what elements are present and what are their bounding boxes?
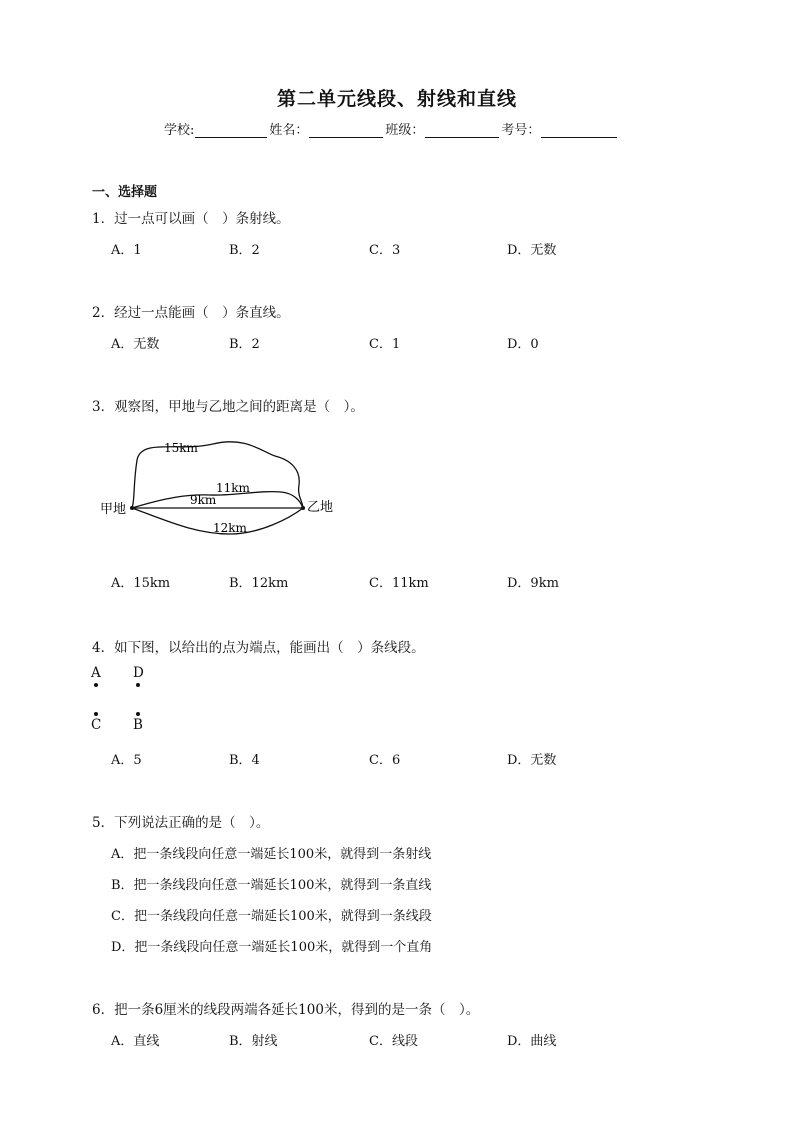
question-2-stem: 2．经过一点能画（ ）条直线。 <box>92 305 290 321</box>
q5-option-a[interactable]: A．把一条线段向任意一端延长100米，就得到一条射线 <box>111 847 432 862</box>
q2-option-d[interactable]: D．0 <box>507 337 539 352</box>
school-field[interactable] <box>195 123 267 138</box>
label-yidi: 乙地 <box>307 500 334 515</box>
question-5-stem: 5．下列说法正确的是（ ）。 <box>92 815 270 831</box>
q1-option-c[interactable]: C．3 <box>369 243 401 258</box>
q6-option-d[interactable]: D．曲线 <box>507 1034 557 1049</box>
student-info-line <box>164 119 619 138</box>
point-label-d: D <box>133 665 144 681</box>
class-label: 班级： <box>385 123 425 138</box>
q2-option-b[interactable]: B．2 <box>229 337 260 352</box>
label-12km: 12km <box>213 521 247 535</box>
question-6-stem: 6．把一条6厘米的线段两端各延长100米，得到的是一条（ ）。 <box>92 1002 480 1018</box>
school-label: 学校: <box>164 123 195 138</box>
name-field[interactable] <box>309 123 383 138</box>
point-a-dot <box>94 683 98 687</box>
question-4-stem: 4．如下图，以给出的点为端点，能画出（ ）条线段。 <box>92 640 425 656</box>
question-1-stem: 1．过一点可以画（ ）条射线。 <box>92 211 290 227</box>
q4-option-b[interactable]: B．4 <box>229 753 260 768</box>
label-jiadi: 甲地 <box>100 502 127 517</box>
q5-option-d[interactable]: D．把一条线段向任意一端延长100米，就得到一个直角 <box>111 940 433 955</box>
q6-option-c[interactable]: C．线段 <box>369 1034 418 1049</box>
exam-number-label: 考号： <box>501 123 541 138</box>
q5-option-b[interactable]: B．把一条线段向任意一端延长100米，就得到一条直线 <box>111 878 432 893</box>
label-15km: 15km <box>164 441 198 455</box>
endpoint-jiadi <box>130 506 134 510</box>
point-label-a: A <box>91 665 101 681</box>
route-map-figure <box>95 430 355 540</box>
q4-option-a[interactable]: A．5 <box>111 753 142 768</box>
q3-option-d[interactable]: D．9km <box>507 576 559 591</box>
q1-option-d[interactable]: D．无数 <box>507 243 557 258</box>
name-label: 姓名： <box>269 123 309 138</box>
exam-number-field[interactable] <box>541 123 617 138</box>
q3-option-a[interactable]: A．15km <box>111 576 171 591</box>
q3-option-c[interactable]: C．11km <box>369 576 429 591</box>
point-label-b: B <box>133 717 143 733</box>
q1-option-b[interactable]: B．2 <box>229 243 260 258</box>
endpoint-yidi <box>301 506 305 510</box>
q6-option-a[interactable]: A．直线 <box>111 1034 160 1049</box>
point-b-dot <box>136 712 140 716</box>
class-field[interactable] <box>425 123 499 138</box>
q4-option-d[interactable]: D．无数 <box>507 753 557 768</box>
label-9km: 9km <box>190 493 217 507</box>
q1-option-a[interactable]: A．1 <box>111 243 142 258</box>
question-3-stem: 3．观察图，甲地与乙地之间的距离是（ ）。 <box>92 399 364 415</box>
q3-option-b[interactable]: B．12km <box>229 576 289 591</box>
point-c-dot <box>94 712 98 716</box>
route-15km <box>132 442 303 508</box>
section-heading: 一、选择题 <box>92 185 158 200</box>
q2-option-c[interactable]: C．1 <box>369 337 401 352</box>
q5-option-c[interactable]: C．把一条线段向任意一端延长100米，就得到一条线段 <box>111 909 432 924</box>
page-title: 第二单元线段、射线和直线 <box>276 88 517 110</box>
q6-option-b[interactable]: B．射线 <box>229 1034 278 1049</box>
q4-option-c[interactable]: C．6 <box>369 753 401 768</box>
point-d-dot <box>136 683 140 687</box>
point-label-c: C <box>91 717 102 733</box>
q2-option-a[interactable]: A．无数 <box>111 337 160 352</box>
label-11km: 11km <box>216 481 250 495</box>
